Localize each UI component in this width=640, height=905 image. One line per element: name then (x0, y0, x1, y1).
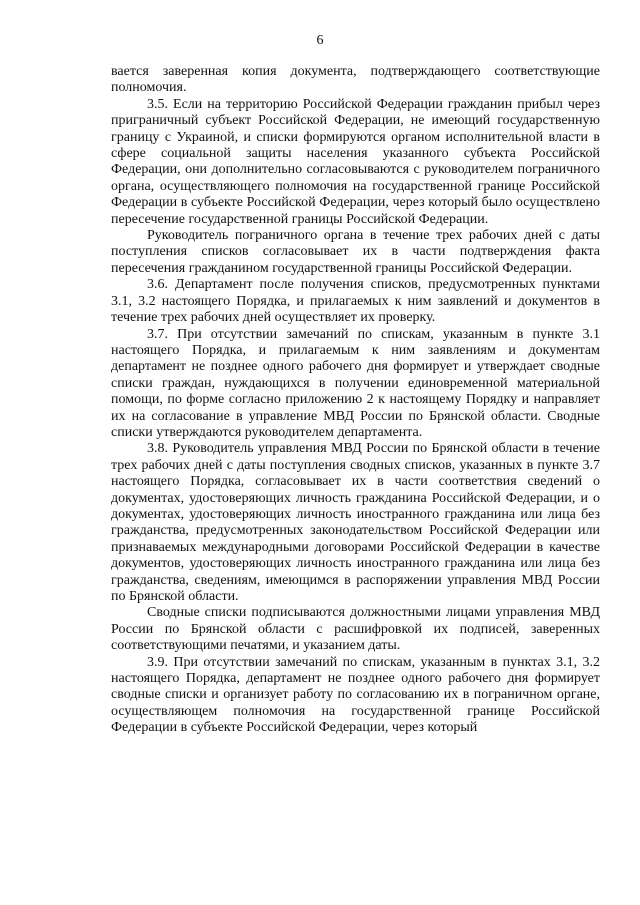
paragraph-signatures: Сводные списки подписываются должностными лицами управления МВД России по Брянской области с расшифровкой их подписей, заверенных соответствующими печатями, и указанием даты. (111, 605, 600, 654)
paragraph-border-agency: Руководитель пограничного органа в течение трех рабочих дней с даты поступления списков согласовывает их в части подтверждения факта пересечения гражданином государственной границы Российской Федерации. (111, 228, 600, 276)
paragraph-3-8: 3.8. Руководитель управления МВД России по Брянской области в течение трех рабочих дней с даты поступления сводных списков, указанных в пункте 3.7 настоящего Порядка, согласовывает их в части соответствия сведений о документах, удостоверяющих личность гражданина Российской Федерации, и о документах, удостоверяющих личность иностранного гражданина или лица без гражданства, предусмотренных законодательством Российской Федерации или признаваемых международными договорами Российской Федерации в качестве документов, удостоверяющих личность иностранного гражданина или лица без гражданства, сведениям, имеющимся в распоряжении управления МВД России по Брянской области. (111, 441, 600, 604)
paragraph-3-6: 3.6. Департамент после получения списков, предусмотренных пунктами 3.1, 3.2 настоящего Порядка, и прилагаемых к ним заявлений и документов в течение трех рабочих дней осуществляет их проверку. (111, 277, 600, 326)
paragraph-3-9: 3.9. При отсутствии замечаний по спискам, указанным в пунктах 3.1, 3.2 настоящего Порядка, департамент не позднее одного рабочего дня формирует сводные списки и организует работу по согласованию их в пограничном органе, осуществляющем полномочия на государственной границе Российской Федерации в субъекте Российской Федерации, через который (111, 654, 600, 736)
paragraph-3-5: 3.5. Если на территорию Российской Федерации гражданин прибыл через приграничный субъект Российской Федерации, не имеющий государственную границу с Украиной, и списки формируются органом исполнительной власти в сфере социальной защиты населения указанного субъекта Российской Федерации, они дополнительно согласовываются с руководителем пограничного органа, осуществляющего полномочия на государственной границе Российской Федерации в субъекте Российской Федерации, через который было осуществлено пересечение государственной границы Российской Федерации. (111, 96, 600, 227)
document-body (111, 64, 600, 737)
paragraph-continuation: вается заверенная копия документа, подтверждающего соответствующие полномочия. (111, 64, 600, 96)
page-number: 6 (316, 33, 324, 48)
paragraph-3-7: 3.7. При отсутствии замечаний по спискам, указанным в пункте 3.1 настоящего Порядка, и прилагаемым к ним заявлениям и документам департамент не позднее одного рабочего дня формирует и утверждает сводные списки граждан, нуждающихся в получении единовременной материальной помощи, по форме согласно приложению 2 к настоящему Порядку и направляет их на согласование в управление МВД России по Брянской области. Сводные списки утверждаются руководителем департамента. (111, 326, 600, 440)
